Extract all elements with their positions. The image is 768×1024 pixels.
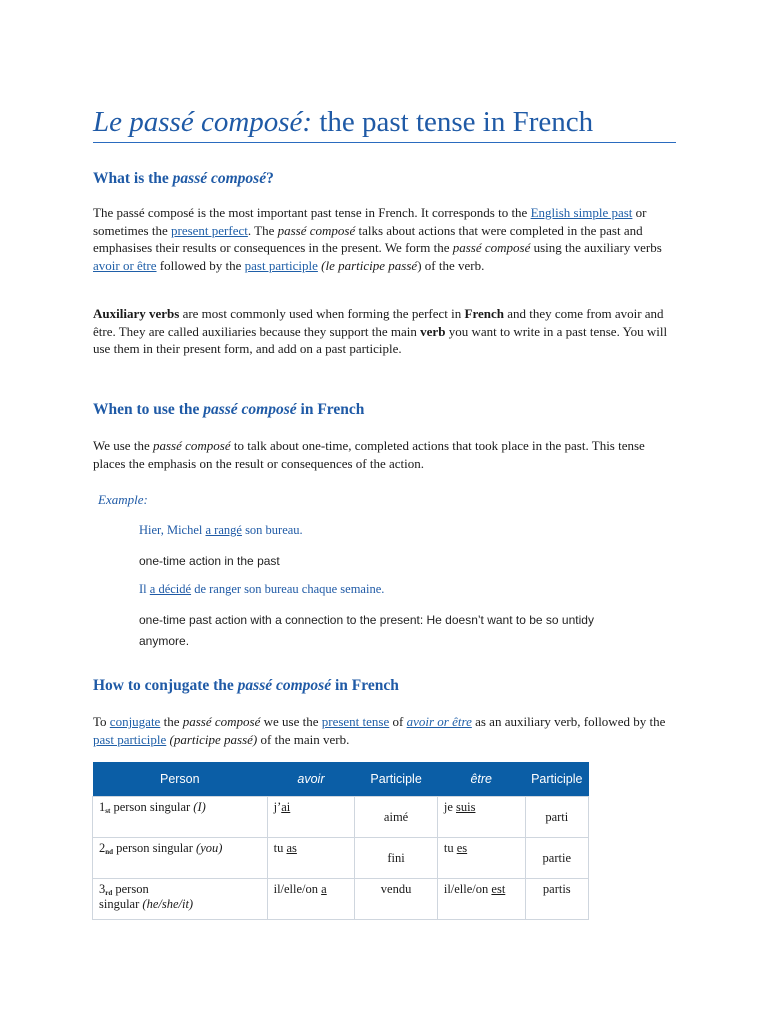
title-italic: Le passé composé: (93, 106, 313, 138)
text: son bureau. (241, 523, 303, 537)
example-label: Example: (98, 492, 148, 507)
text: Il (139, 582, 150, 596)
cell-participle: partis (525, 879, 588, 920)
table-header-row (93, 762, 589, 797)
cell-participle: aimé (355, 797, 438, 838)
cell-participle: fini (355, 838, 438, 879)
header-participle-1: Participle (355, 762, 438, 797)
heading-text-end: ? (266, 170, 274, 187)
cell-participle: vendu (355, 879, 438, 920)
link-conjugate[interactable]: conjugate (109, 714, 161, 729)
text: are most commonly used when forming the perfect in (179, 306, 465, 321)
text: We use the (93, 438, 153, 453)
text-italic: passé composé (277, 222, 356, 238)
text-italic: passé composé (182, 714, 261, 729)
text-italic: (participe passé) (169, 731, 258, 747)
cell-person (93, 838, 268, 879)
example-sentence-1 (139, 521, 303, 540)
heading-text: What is the (93, 170, 173, 187)
text: 2 (99, 841, 106, 855)
cell-person (93, 797, 268, 838)
text: or sometimes the (93, 205, 647, 238)
cell-avoir (267, 797, 355, 838)
text-italic: (le participe passé (321, 257, 418, 273)
text: to talk about one-time, completed actions that took place in the past. This tense places the emphasis on the result or consequences of the action. (93, 438, 645, 471)
text-suffix: st (105, 807, 111, 815)
text-italic: (I) (193, 800, 206, 814)
text: of the main verb. (257, 731, 350, 747)
cell-etre (437, 879, 525, 920)
cell-participle: partie (525, 838, 588, 879)
text-underlined: a (321, 882, 327, 896)
text: The passé composé is the most important past tense in French. It corresponds to the (93, 205, 531, 220)
text: 3 (99, 882, 106, 896)
table-row (93, 879, 589, 920)
text-italic: (he/she/it) (142, 897, 194, 911)
heading-text-end: in French (296, 401, 365, 418)
paragraph-conjugate (93, 713, 678, 748)
heading-text-end: in French (331, 677, 399, 694)
title-rest: the past tense in French (312, 106, 594, 138)
cell-etre (437, 797, 525, 838)
link-a-range[interactable]: a rangé (205, 523, 242, 537)
text: tu (443, 841, 457, 855)
text: talks about actions that were completed in the past and emphasises their results or consequences in the present. We form the (93, 222, 643, 255)
text-underlined: est (491, 882, 506, 896)
cell-participle: parti (525, 797, 588, 838)
text-bold: Auxiliary verbs (93, 306, 180, 321)
paragraph-usage (93, 437, 678, 472)
heading-what-is (93, 170, 274, 188)
cell-avoir (267, 879, 355, 920)
text: singular (99, 897, 143, 911)
link-avoir-etre-2[interactable]: avoir or être (406, 714, 472, 729)
text-underlined: as (286, 841, 297, 855)
example-note-2: one-time past action with a connection to the present: He doesn’t want to be so untidy (139, 613, 594, 627)
text: j’ (273, 800, 282, 814)
link-past-participle[interactable]: past participle (244, 257, 318, 273)
header-avoir: avoir (267, 762, 355, 797)
text: of (389, 714, 407, 729)
text: je (443, 800, 456, 814)
example-note-2-cont: anymore. (139, 634, 190, 648)
text: using the auxiliary verbs (530, 240, 662, 255)
heading-italic: passé composé (203, 401, 297, 418)
text: tu (273, 841, 287, 855)
table-row (93, 797, 589, 838)
text-bold: verb (420, 323, 446, 339)
text-underlined: ai (281, 800, 291, 814)
text-italic: passé composé (452, 240, 531, 255)
cell-avoir (267, 838, 355, 879)
text-bold: French (464, 306, 504, 321)
link-present-perfect[interactable]: present perfect (171, 222, 248, 238)
text: the (160, 714, 183, 729)
heading-italic: passé composé (172, 170, 267, 187)
text: followed by the (156, 257, 245, 273)
example-note-1: one-time action in the past (139, 554, 280, 568)
text: and they come from avoir and être. They are called auxiliaries because they support the main (93, 306, 664, 339)
example-sentence-2 (139, 580, 384, 599)
heading-italic: passé composé (237, 677, 332, 694)
link-past-participle-2[interactable]: past participle (93, 731, 167, 747)
conjugation-table (92, 762, 589, 920)
heading-how-to-conjugate (93, 677, 399, 695)
text: 1 (99, 800, 106, 814)
page-title (93, 104, 676, 143)
heading-text: When to use the (93, 401, 204, 418)
header-participle-2: Participle (525, 762, 588, 797)
paragraph-definition (93, 204, 678, 274)
text: person singular (110, 800, 194, 814)
text: To (93, 714, 110, 729)
text-underlined: suis (456, 800, 476, 814)
text-underlined: es (456, 841, 468, 855)
link-english-simple-past[interactable]: English simple past (530, 205, 633, 220)
text: de ranger son bureau chaque semaine. (191, 582, 385, 596)
header-person: Person (93, 762, 268, 797)
text-italic: (you) (196, 841, 223, 855)
text-suffix: rd (105, 889, 113, 897)
cell-etre (437, 838, 525, 879)
text: Hier, Michel (139, 523, 206, 537)
text-italic: passé composé (152, 438, 231, 453)
link-avoir-etre[interactable]: avoir or être (93, 257, 157, 273)
heading-when-to-use (93, 401, 364, 419)
text: person singular (113, 841, 197, 855)
text: person (112, 882, 149, 896)
text: il/elle/on (273, 882, 322, 896)
text: we use the (260, 714, 322, 729)
link-a-decide[interactable]: a décidé (149, 582, 192, 596)
text-suffix: nd (105, 848, 114, 856)
text: . The (247, 222, 278, 238)
link-present-tense[interactable]: present tense (321, 714, 390, 729)
header-etre: être (437, 762, 525, 797)
text: ) of the verb. (417, 257, 485, 273)
table-row (93, 838, 589, 879)
text: as an auxiliary verb, followed by the (471, 714, 666, 729)
paragraph-auxiliary (93, 305, 678, 358)
cell-person (93, 879, 268, 920)
text: il/elle/on (443, 882, 492, 896)
text: you want to write in a past tense. You will use them in their present form, and add on a past participle. (93, 323, 668, 356)
heading-text: How to conjugate the (93, 677, 238, 694)
